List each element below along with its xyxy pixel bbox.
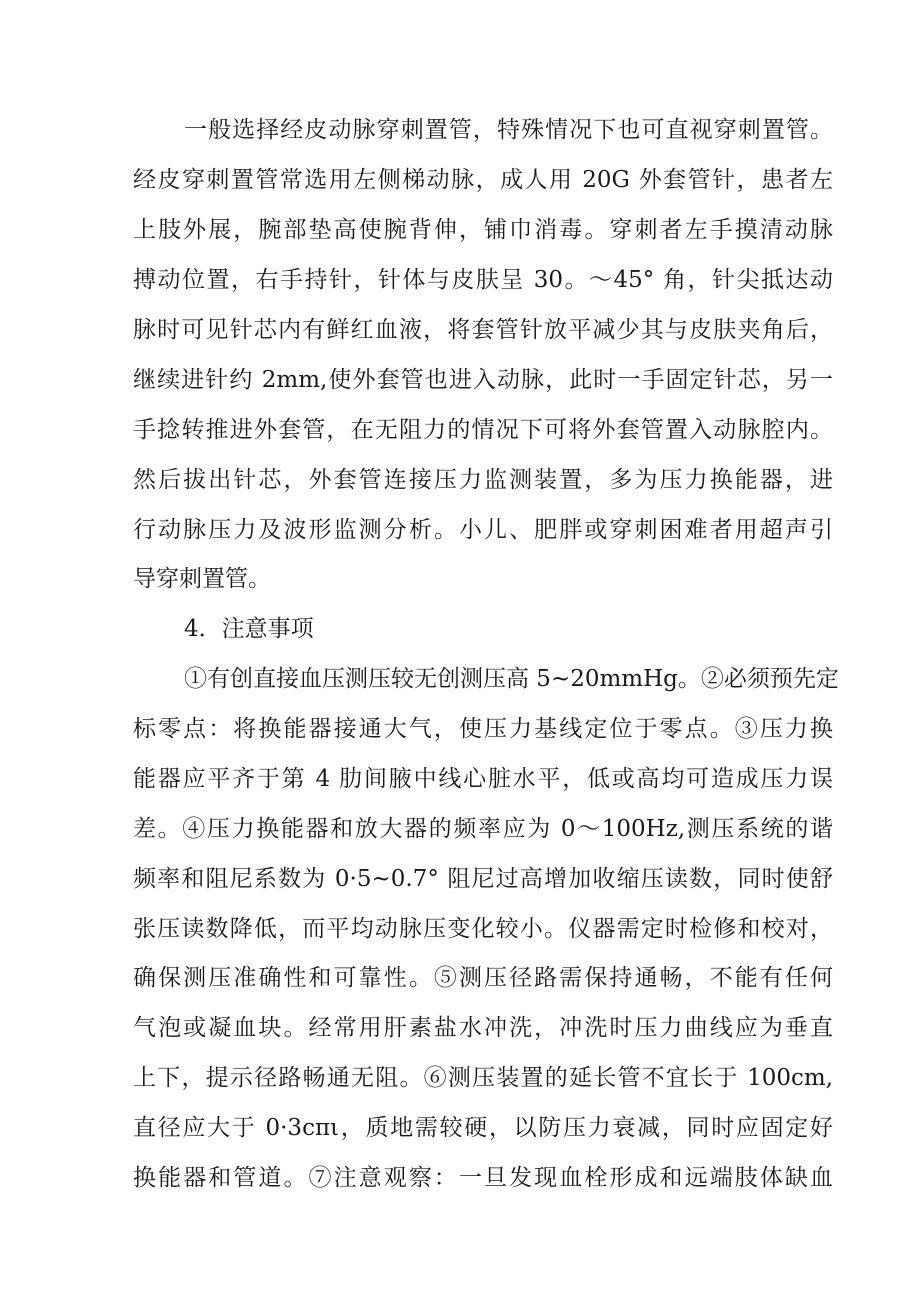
paragraph-2-line-1: ①有创直接血压测压较无创测压高 5~20mmHg。②必须预先定 bbox=[184, 666, 839, 692]
paragraph-2-line-10: 直径应大于 0·3cπι，质地需较硬，以防压力衰减，同时应固定好 bbox=[133, 1115, 833, 1141]
paragraph-2-line-3: 能器应平齐于第 4 肋间腋中线心脏水平，低或高均可造成压力误 bbox=[133, 766, 833, 792]
paragraph-1-line-6: 继续进针约 2mm,使外套管也进入动脉，此时一手固定针芯，另一 bbox=[133, 367, 833, 393]
section-heading: 4．注意事项 bbox=[184, 616, 314, 642]
paragraph-2-line-8: 气泡或凝血块。经常用肝素盐水冲洗，冲洗时压力曲线应为垂直 bbox=[133, 1015, 833, 1041]
paragraph-1-line-7: 手捻转推进外套管，在无阻力的情况下可将外套管置入动脉腔内。 bbox=[133, 417, 833, 443]
paragraph-1-line-1: 一般选择经皮动脉穿刺置管，特殊情况下也可直视穿刺置管。 bbox=[184, 117, 833, 143]
paragraph-2-line-5: 频率和阻尼系数为 0·5~0.7° 阻尼过高增加收缩压读数，同时使舒 bbox=[133, 866, 833, 892]
paragraph-2-line-9: 上下，提示径路畅通无阻。⑥测压装置的延长管不宜长于 100cm, bbox=[133, 1065, 833, 1091]
paragraph-1-line-5: 脉时可见针芯内有鲜红血液，将套管针放平减少其与皮肤夹角后， bbox=[133, 317, 833, 343]
paragraph-1-line-4: 搏动位置，右手持针，针体与皮肤呈 30。～45° 角，针尖抵达动 bbox=[133, 267, 833, 293]
paragraph-2-line-11: 换能器和管道。⑦注意观察：一旦发现血栓形成和远端肢体缺血 bbox=[133, 1165, 833, 1191]
paragraph-1-line-3: 上肢外展，腕部垫高使腕背伸，铺巾消毒。穿刺者左手摸清动脉 bbox=[133, 217, 833, 243]
paragraph-1-line-2: 经皮穿刺置管常选用左侧梯动脉，成人用 20G 外套管针，患者左 bbox=[133, 167, 833, 193]
paragraph-2-line-6: 张压读数降低，而平均动脉压变化较小。仪器需定时检修和校对， bbox=[133, 916, 833, 942]
paragraph-2-line-4: 差。④压力换能器和放大器的频率应为 0～100Hz,测压系统的谐 bbox=[133, 816, 833, 842]
paragraph-2-line-2: 标零点：将换能器接通大气，使压力基线定位于零点。③压力换 bbox=[133, 716, 833, 742]
paragraph-2-line-7: 确保测压准确性和可靠性。⑤测压径路需保持通畅，不能有任何 bbox=[133, 965, 833, 991]
paragraph-1-line-8: 然后拔出针芯，外套管连接压力监测装置，多为压力换能器，进 bbox=[133, 467, 833, 493]
paragraph-1-line-10: 导穿刺置管。 bbox=[133, 566, 271, 592]
paragraph-1-line-9: 行动脉压力及波形监测分析。小儿、肥胖或穿刺困难者用超声引 bbox=[133, 517, 833, 543]
